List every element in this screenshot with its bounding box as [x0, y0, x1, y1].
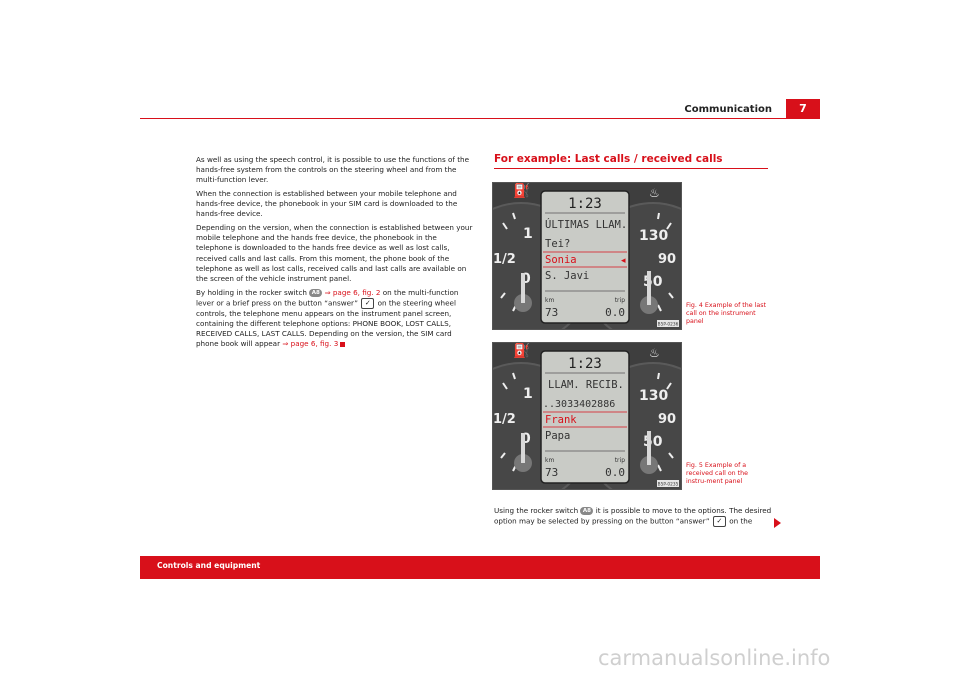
running-header-title: Communication	[684, 104, 772, 115]
answer-button-icon: ✓	[361, 298, 374, 309]
display-time: 1:23	[568, 356, 602, 372]
svg-text:1/2: 1/2	[493, 412, 516, 427]
svg-text:km: km	[545, 297, 555, 304]
list-item: Papa	[545, 430, 571, 442]
paragraph-4	[196, 288, 474, 350]
paragraph-2: When the connection is established between your mobile telephone and hands-free device, the phonebook in your SIM card is downloaded to the hands-free device.	[196, 189, 458, 219]
odometer-value: 73	[545, 306, 559, 319]
menu-title: LLAM. RECIB.	[548, 379, 624, 391]
selection-arrow-icon: ◂	[621, 256, 626, 266]
svg-text:90: 90	[658, 412, 677, 427]
instrument-display	[541, 191, 629, 323]
left-column	[196, 155, 474, 353]
p4-text-b: on the multi-function lever or a brief press on the button “answer”	[196, 287, 459, 308]
answer-button-icon: ✓	[713, 516, 726, 527]
list-item-selected: Frank	[545, 414, 577, 426]
svg-text:km: km	[545, 457, 555, 464]
coolant-temp-icon: ♨	[649, 346, 660, 360]
display-time: 1:23	[568, 196, 602, 212]
section-title: For example: Last calls / received calls	[494, 153, 723, 165]
coolant-temp-icon: ♨	[649, 186, 660, 200]
fuel-pump-icon: ⛽	[513, 343, 531, 359]
section-end-icon	[340, 342, 345, 347]
header-rule	[140, 118, 820, 119]
continue-arrow-icon	[774, 518, 781, 528]
figure-code: B5P-0236	[657, 322, 679, 328]
svg-text:130: 130	[639, 388, 669, 404]
list-item: S. Javi	[545, 270, 590, 282]
instrument-display	[541, 351, 629, 483]
rocker-switch-key-icon: A8	[580, 507, 593, 515]
svg-text:trip: trip	[614, 457, 625, 464]
page-number: 7	[786, 99, 820, 119]
figure-code: B5P-0235	[657, 482, 679, 488]
svg-text:0: 0	[521, 271, 531, 287]
p4-text-a: By holding in the rocker switch	[196, 287, 307, 297]
menu-title: ÚLTIMAS LLAM.	[545, 219, 628, 231]
list-item: Tei?	[545, 238, 571, 250]
figure-5-caption: Fig. 5 Example of a received call on the instru-ment panel	[686, 462, 749, 486]
page-reference-link-2[interactable]: ⇒ page 6, fig. 3	[282, 339, 339, 349]
right-text-a: Using the rocker switch	[494, 506, 579, 515]
list-item: ..3033402886	[543, 399, 616, 410]
section-rule	[494, 168, 768, 169]
svg-text:1: 1	[523, 386, 533, 402]
right-text-c: on the	[729, 516, 753, 526]
svg-text:1: 1	[523, 226, 533, 242]
paragraph-1: As well as using the speech control, it is possible to use the functions of the hands-free system from the controls on the steering wheel and from the multi-function lever.	[196, 155, 469, 185]
trip-value: 0.0	[605, 466, 625, 479]
svg-text:50: 50	[643, 274, 663, 290]
svg-text:1/2: 1/2	[493, 252, 516, 267]
footer-text: Controls and equipment	[157, 561, 261, 570]
svg-text:50: 50	[643, 434, 663, 450]
rocker-switch-key-icon: A8	[309, 289, 322, 297]
svg-text:0: 0	[521, 431, 531, 447]
figure-4-caption: Fig. 4 Example of the last call on the instrument panel	[686, 302, 767, 326]
list-item-selected: Sonia	[545, 254, 577, 266]
figure-4-instrument-panel	[492, 182, 682, 330]
watermark: carmanualsonline.info	[598, 646, 831, 670]
fuel-pump-icon: ⛽	[513, 183, 531, 199]
paragraph-3: Depending on the version, when the connection is established between your mobile telephone and the hands free device, the phonebook in the telephone is downloaded to the hands free device as well as lost calls, received calls and last calls. From this moment, the phone book of the telephone as well as lost calls, received calls and last calls are available on the screen of the vehicle instrument panel.	[196, 223, 473, 284]
p4-text-c: on the steering wheel controls, the telephone menu appears on the instrument panel screen, containing the different telephone options: PHONE BOOK, LOST CALLS, RECEIVED CALLS, LAST CALLS. Depending on the version, the SIM card phone book will appear	[196, 298, 456, 349]
page-reference-link[interactable]: ⇒ page 6, fig. 2	[324, 287, 381, 297]
trip-value: 0.0	[605, 306, 625, 319]
svg-text:trip: trip	[614, 297, 625, 304]
figure-5-instrument-panel	[492, 342, 682, 490]
svg-text:90: 90	[658, 252, 677, 267]
odometer-value: 73	[545, 466, 559, 479]
right-text-b: it is possible to move to the options. The desired option may be selected by pressing on the button “answer”	[494, 506, 772, 526]
svg-text:130: 130	[639, 228, 669, 244]
right-column-text	[494, 506, 772, 527]
